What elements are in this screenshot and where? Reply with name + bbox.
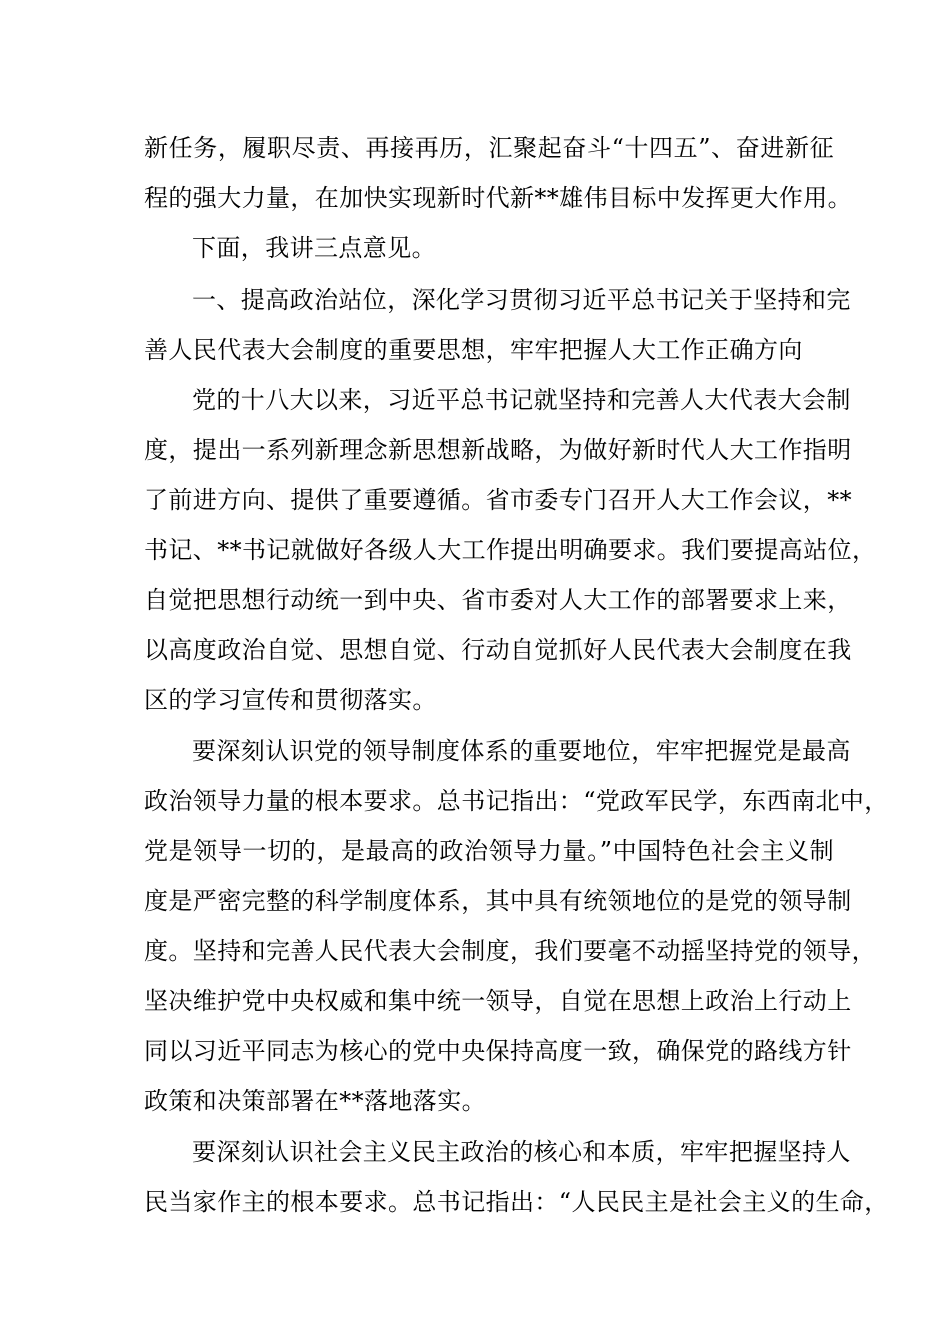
text-line: 政策和决策部署在**落地落实。 [144,1087,486,1115]
section-heading-line: 善人民代表大会制度的重要思想，牢牢把握人大工作正确方向 [144,336,803,364]
section-heading-line: 一、提高政治站位，深化学习贯彻习近平总书记关于坚持和完 [192,286,851,314]
text-line: 坚决维护党中央权威和集中统一领导，自觉在思想上政治上行动上 [144,987,852,1015]
text-line: 度，提出一系列新理念新思想新战略，为做好新时代人大工作指明 [144,436,852,464]
text-line: 党的十八大以来，习近平总书记就坚持和完善人大代表大会制 [192,386,851,414]
text-line: 下面，我讲三点意见。 [192,234,436,262]
text-line: 新任务，履职尽责、再接再历，汇聚起奋斗“十四五”、奋进新征 [144,134,834,162]
text-line: 政治领导力量的根本要求。总书记指出：“党政军民学，东西南北中， [144,787,889,815]
text-line: 自觉把思想行动统一到中央、省市委对人大工作的部署要求上来， [144,586,852,614]
text-line: 以高度政治自觉、思想自觉、行动自觉抓好人民代表大会制度在我 [144,636,852,664]
text-line: 要深刻认识社会主义民主政治的核心和本质，牢牢把握坚持人 [192,1138,851,1166]
text-line: 区的学习宣传和贯彻落实。 [144,686,437,714]
text-line: 民当家作主的根本要求。总书记指出：“人民民主是社会主义的生命， [144,1188,889,1216]
text-line: 程的强大力量，在加快实现新时代新**雄伟目标中发挥更大作用。 [144,184,852,212]
text-line: 了前进方向、提供了重要遵循。省市委专门召开人大工作会议，** [144,486,852,514]
text-line: 度是严密完整的科学制度体系，其中具有统领地位的是党的领导制 [144,887,852,915]
text-line: 度。坚持和完善人民代表大会制度，我们要毫不动摇坚持党的领导， [144,937,876,965]
text-line: 要深刻认识党的领导制度体系的重要地位，牢牢把握党是最高 [192,737,851,765]
text-line: 书记、**书记就做好各级人大工作提出明确要求。我们要提高站位， [144,536,877,564]
text-line: 党是领导一切的，是最高的政治领导力量。”中国特色社会主义制 [144,837,834,865]
text-line: 同以习近平同志为核心的党中央保持高度一致，确保党的路线方针 [144,1037,852,1065]
